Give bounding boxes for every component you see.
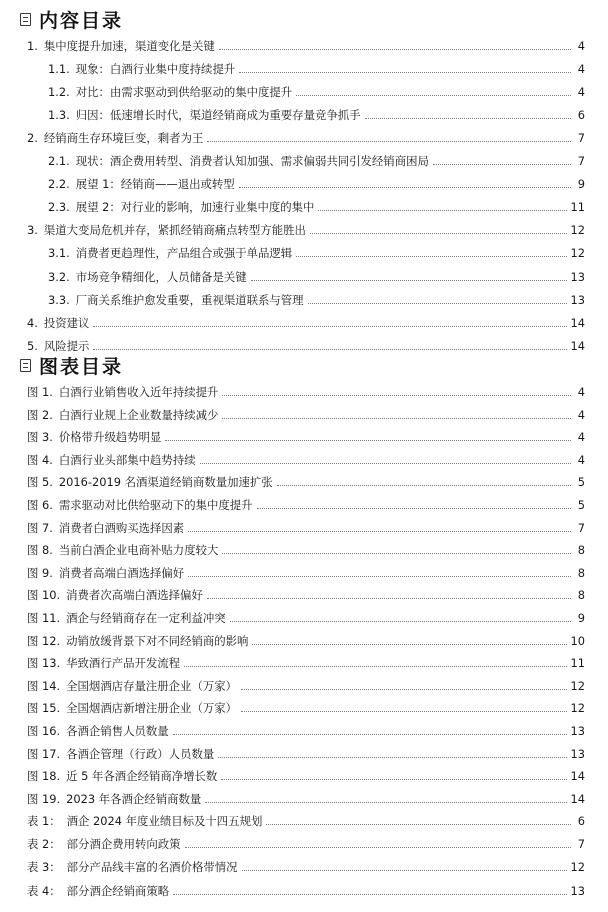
dot-leader [296, 255, 566, 257]
entry-label [27, 384, 218, 400]
table-entry[interactable] [27, 857, 585, 877]
entry-title: 厂商关系维护愈发重要，重视渠道联系与管理 [75, 292, 304, 307]
entry-label [27, 315, 89, 331]
page-number: 4 [577, 39, 585, 53]
entry-title: 经销商生存环境巨变，剩者为王 [43, 131, 204, 146]
toc-entry[interactable] [27, 36, 585, 56]
dot-leader [188, 530, 571, 532]
dot-leader [365, 117, 571, 119]
page-number: 9 [577, 177, 585, 192]
page-number: 11 [570, 656, 585, 671]
entry-number: 图 13. [27, 656, 61, 671]
entry-title: 现象：白酒行业集中度持续提升 [75, 62, 236, 77]
dot-leader [173, 733, 567, 735]
page-number: 4 [577, 62, 585, 77]
entry-label [27, 497, 253, 513]
figure-entry[interactable] [27, 405, 585, 425]
entry-title: 市场竞争精细化，人员储备是关键 [75, 269, 247, 284]
entry-number: 图 14. [27, 678, 61, 693]
entry-label [27, 587, 203, 603]
figure-entry[interactable] [27, 495, 585, 515]
toc-title: 内容目录 [39, 9, 124, 32]
entry-title: 消费者更趋理性，产品组合或强于单品逻辑 [75, 246, 293, 261]
figure-entry[interactable] [27, 721, 585, 741]
figure-entry[interactable] [27, 563, 585, 583]
entry-number: 图 5. [27, 475, 53, 490]
toc-entry[interactable] [27, 336, 585, 356]
page-number: 5 [577, 498, 585, 512]
entry-label [27, 791, 201, 807]
entry-number: 图 12. [27, 633, 61, 648]
dot-leader [219, 48, 571, 50]
entry-label [27, 452, 196, 468]
entry-label [27, 222, 306, 238]
entry-label [27, 38, 215, 54]
dot-leader [93, 348, 566, 350]
entry-number: 图 10. [27, 588, 61, 603]
page-number: 13 [570, 269, 585, 284]
entry-title: 2023 年各酒企经销商数量 [66, 791, 202, 806]
entry-number: 图 8. [27, 543, 53, 558]
toc-entry[interactable] [48, 267, 585, 287]
dot-leader [257, 507, 571, 509]
entry-number: 表 1： [27, 814, 61, 828]
page-number: 5 [577, 475, 585, 490]
dot-leader [188, 575, 571, 577]
figures-title: 图表目录 [39, 355, 124, 378]
entry-number: 图 16. [27, 724, 61, 738]
entry-label [27, 746, 214, 762]
entry-number: 图 1. [27, 385, 53, 399]
page-number: 12 [570, 223, 585, 238]
entry-title: 投资建议 [43, 315, 90, 330]
entry-title: 展望 2：对行业的影响，加速行业集中度的集中 [75, 200, 315, 215]
entry-number: 图 11. [27, 611, 61, 625]
entry-label [27, 610, 226, 626]
figure-entry[interactable] [27, 653, 585, 673]
page-number: 13 [570, 724, 585, 738]
dot-leader [200, 462, 571, 464]
entry-title: 近 5 年各酒企经销商净增长数 [66, 769, 218, 784]
entry-title: 消费者白酒购买选择因素 [58, 520, 185, 535]
entry-label [48, 153, 429, 169]
page-number: 10 [570, 633, 585, 648]
entry-number: 2.2. [48, 177, 70, 192]
dot-leader [222, 394, 571, 396]
entry-title: 全国烟酒店新增注册企业（万家） [66, 701, 238, 716]
entry-label [48, 292, 304, 308]
dot-leader [242, 869, 567, 871]
toc-entry[interactable] [48, 82, 585, 102]
dot-leader [252, 643, 566, 645]
entry-title: 华致酒行产品开发流程 [66, 656, 181, 671]
dot-leader [239, 186, 571, 188]
entry-number: 图 19. [27, 791, 61, 806]
page-number: 12 [570, 860, 585, 875]
entry-title: 全国烟酒店存量注册企业（万家） [66, 678, 238, 693]
figure-entry[interactable] [27, 472, 585, 492]
document-icon [20, 13, 31, 26]
entry-title: 归因：低速增长时代，渠道经销商成为重要存量竞争抓手 [75, 108, 361, 123]
entry-title: 白酒行业销售收入近年持续提升 [58, 385, 219, 399]
entry-title: 渠道大变局危机并存，紧抓经销商痛点转型方能胜出 [43, 223, 306, 238]
page-number: 14 [570, 338, 585, 353]
entry-number: 图 17. [27, 746, 61, 761]
entry-number: 图 15. [27, 701, 61, 716]
entry-label [27, 768, 217, 784]
dot-leader [222, 417, 571, 419]
entry-title: 部分酒企经销商策略 [66, 883, 170, 898]
entry-number: 图 3. [27, 430, 53, 445]
entry-label [48, 199, 314, 215]
entry-label [27, 655, 180, 671]
entry-number: 图 7. [27, 520, 53, 535]
page-number: 4 [577, 452, 585, 467]
entry-number: 1.1. [48, 62, 70, 77]
toc-entry[interactable] [27, 220, 585, 240]
entry-title: 展望 1：经销商——退出或转型 [75, 177, 235, 192]
figure-entry[interactable] [27, 676, 585, 696]
dot-leader [230, 620, 571, 622]
entry-number: 3. [27, 223, 38, 238]
entry-title: 白酒行业规上企业数量持续减少 [58, 407, 219, 422]
page-number: 14 [570, 769, 585, 784]
figure-entry[interactable] [27, 540, 585, 560]
entry-number: 2.3. [48, 200, 70, 215]
page-number: 4 [577, 430, 585, 445]
entry-title: 消费者高端白酒选择偏好 [58, 565, 185, 580]
figure-entry[interactable] [27, 744, 585, 764]
figure-entry[interactable] [27, 698, 585, 718]
page-number: 6 [577, 108, 585, 123]
dot-leader [277, 484, 571, 486]
dot-leader [184, 665, 566, 667]
entry-label [27, 700, 237, 716]
page-number: 7 [577, 837, 585, 852]
entry-number: 表 2： [27, 837, 61, 852]
entry-title: 酒企 2024 年度业绩目标及十四五规划 [66, 814, 263, 828]
entry-number: 1.2. [48, 85, 70, 100]
dot-leader [207, 597, 571, 599]
figure-entry[interactable] [27, 450, 585, 470]
entry-title: 需求驱动对比供给驱动下的集中度提升 [58, 498, 253, 512]
page-number: 8 [577, 543, 585, 558]
dot-leader [318, 209, 566, 211]
dot-leader [205, 801, 566, 803]
toc-entry[interactable] [27, 128, 585, 148]
entry-title: 对比：由需求驱动到供给驱动的集中度提升 [75, 85, 293, 100]
entry-label [27, 813, 262, 829]
entry-number: 3.3. [48, 292, 70, 307]
entry-label [48, 107, 361, 123]
page-number: 8 [577, 588, 585, 603]
entry-title: 部分产品线丰富的名酒价格带情况 [66, 860, 238, 875]
dot-leader [207, 140, 571, 142]
page-number: 9 [577, 611, 585, 625]
page-number: 14 [570, 791, 585, 806]
dot-leader [239, 71, 571, 73]
entry-number: 2. [27, 131, 38, 146]
document-icon [20, 359, 31, 372]
entry-number: 表 4： [27, 883, 61, 898]
table-entry[interactable] [27, 811, 585, 831]
figure-entry[interactable] [27, 518, 585, 538]
table-entry[interactable] [27, 834, 585, 854]
entry-number: 图 9. [27, 565, 53, 580]
dot-leader [310, 232, 567, 234]
entry-title: 白酒行业头部集中趋势持续 [58, 452, 196, 467]
figure-entry[interactable] [27, 789, 585, 809]
entry-number: 1. [27, 39, 38, 53]
figure-entry[interactable] [27, 427, 585, 447]
page-number: 4 [577, 407, 585, 422]
dot-leader [218, 756, 566, 758]
entry-label [27, 338, 89, 354]
figure-entry[interactable] [27, 631, 585, 651]
table-entry[interactable] [27, 881, 585, 901]
figure-entry[interactable] [27, 585, 585, 605]
entry-title: 价格带升级趋势明显 [58, 430, 162, 445]
toc-entry[interactable] [48, 59, 585, 79]
entry-label [48, 84, 292, 100]
figure-entry[interactable] [27, 766, 585, 786]
page-number: 14 [570, 315, 585, 330]
toc-entry[interactable] [48, 290, 585, 310]
toc-entry[interactable] [48, 197, 585, 217]
dot-leader [308, 302, 567, 304]
entry-label [27, 723, 169, 739]
page-number: 6 [577, 814, 585, 828]
page-number: 7 [577, 520, 585, 535]
entry-title: 2016-2019 名酒渠道经销商数量加速扩张 [58, 475, 273, 490]
entry-label [48, 269, 247, 285]
dot-leader [173, 893, 566, 895]
entry-label [27, 883, 169, 899]
page-number: 4 [577, 85, 585, 100]
page-number: 8 [577, 565, 585, 580]
entry-number: 4. [27, 315, 38, 330]
entry-label [27, 836, 181, 852]
entry-label [27, 520, 184, 536]
page-number: 12 [570, 701, 585, 716]
dot-leader [241, 688, 566, 690]
entry-title: 各酒企销售人员数量 [66, 724, 169, 738]
figure-entry[interactable] [27, 382, 585, 402]
entry-number: 1.3. [48, 108, 70, 123]
entry-label [27, 130, 203, 146]
entry-number: 图 2. [27, 407, 53, 422]
dot-leader [185, 846, 571, 848]
entry-title: 酒企与经销商存在一定利益冲突 [66, 611, 226, 625]
entry-number: 3.1. [48, 246, 70, 261]
entry-title: 现状：酒企费用转型、消费者认知加强、需求偏弱共同引发经销商困局 [75, 154, 429, 169]
dot-leader [296, 94, 571, 96]
page-number: 11 [570, 200, 585, 215]
page-number: 12 [570, 678, 585, 693]
entry-title: 当前白酒企业电商补贴力度较大 [58, 543, 219, 558]
entry-number: 图 4. [27, 452, 53, 467]
entry-label [48, 245, 292, 261]
dot-leader [266, 823, 571, 825]
toc-heading [20, 4, 123, 34]
toc-entry[interactable] [27, 313, 585, 333]
entry-label [27, 474, 273, 490]
toc-entry[interactable] [48, 174, 585, 194]
page-number: 7 [577, 154, 585, 169]
page-number: 13 [570, 883, 585, 898]
entry-title: 各酒企管理（行政）人员数量 [66, 746, 215, 761]
entry-number: 表 3： [27, 860, 61, 875]
toc-entry[interactable] [48, 151, 585, 171]
entry-title: 消费者次高端白酒选择偏好 [66, 588, 203, 603]
page-number: 12 [570, 246, 585, 261]
entry-label [27, 542, 218, 558]
entry-title: 动销放缓背景下对不同经销商的影响 [66, 633, 249, 648]
entry-label [27, 565, 184, 581]
entry-title: 集中度提升加速，渠道变化是关键 [43, 39, 215, 53]
entry-label [27, 678, 237, 694]
entry-label [48, 61, 235, 77]
entry-label [27, 407, 218, 423]
dot-leader [222, 552, 571, 554]
figure-entry[interactable] [27, 608, 585, 628]
entry-number: 3.2. [48, 269, 70, 284]
toc-entry[interactable] [48, 243, 585, 263]
dot-leader [165, 439, 571, 441]
page-number: 4 [577, 385, 585, 399]
dot-leader [221, 778, 566, 780]
entry-label [27, 633, 248, 649]
page-number: 13 [570, 292, 585, 307]
entry-number: 图 6. [27, 498, 53, 512]
entry-number: 图 18. [27, 769, 61, 784]
dot-leader [433, 163, 571, 165]
entry-number: 5. [27, 338, 38, 353]
dot-leader [241, 710, 566, 712]
dot-leader [93, 325, 566, 327]
dot-leader [251, 279, 567, 281]
entry-label [48, 176, 235, 192]
entry-label [27, 859, 238, 875]
entry-title: 部分酒企费用转向政策 [66, 837, 181, 852]
entry-title: 风险提示 [43, 338, 90, 353]
entry-label [27, 429, 161, 445]
toc-entry[interactable] [48, 105, 585, 125]
page-number: 13 [570, 746, 585, 761]
entry-number: 2.1. [48, 154, 70, 169]
page-number: 7 [577, 131, 585, 146]
